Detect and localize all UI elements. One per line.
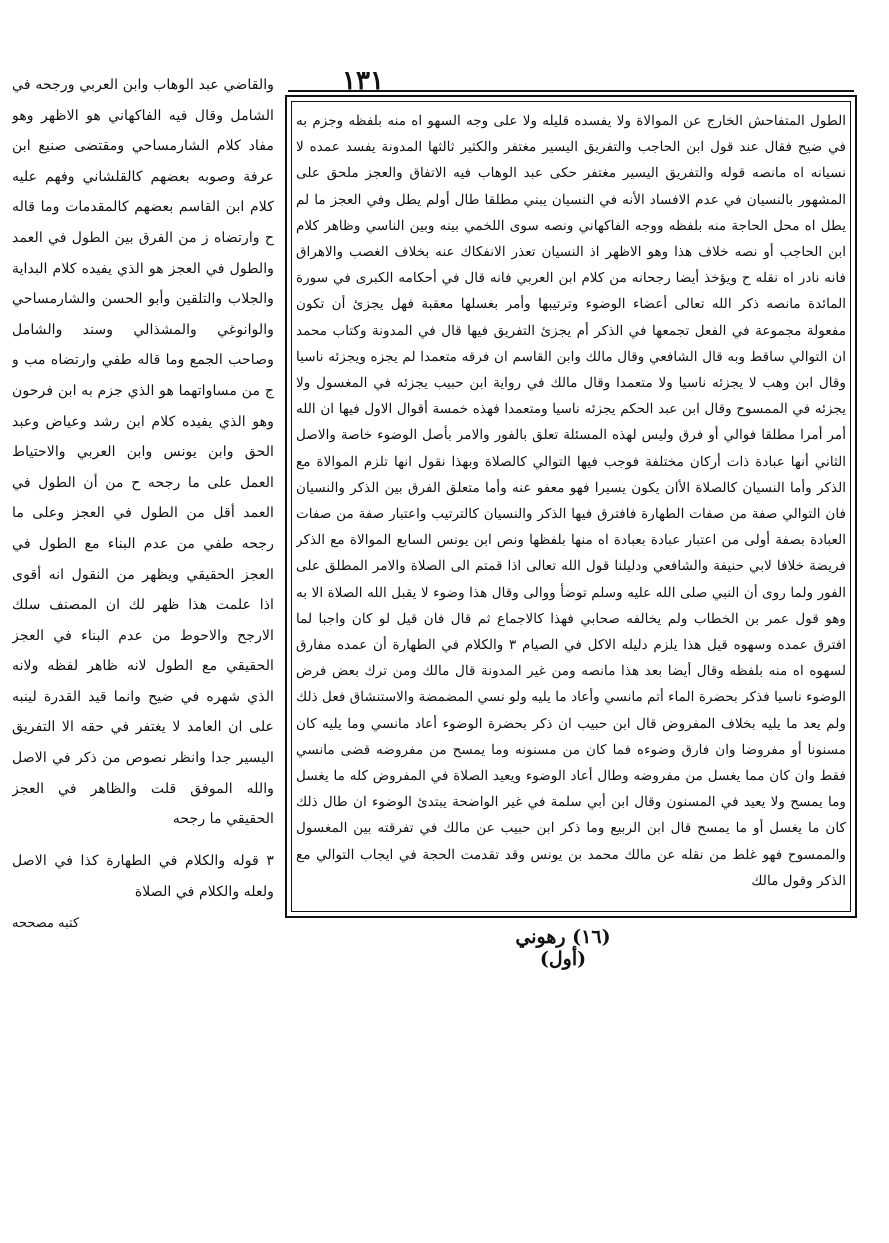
margin-paragraph: والقاضي عبد الوهاب وابن العربي ورجحه في الشامل وقال فيه الفاكهاني هو الاظهر وهو مفاد كلام الشارمساحي ومقتضى صنيع ابن عرفة وصوبه بعضهم كالقلشاني وفهم عليه كلام ابن القاسم بعضهم كالمقدمات وما قاله ح وارتضاه ز من الفرق بين الطول في العمد والطول في العجز هو الذي يفيده كلام البداية والجلاب والتلقين وأبو الحسن والشارمساحي والوانوغي والمشذالي وسند والشامل وصاحب الجمع وما قاله طفي وارتضاه مب و ج من مساواتهما هو الذي جزم به ابن فرحون وهو الذي يفيده كلام ابن رشد وعياض وعبد الحق وابن يونس وابن العربي والاحتياط العمل على ما رجحه ح من أن الطول في العمد أقل من الطول في العجز وعلى ما رجحه طفي من عدم البناء مع الطول في العجز الحقيقي ويظهر من النقول انه أقوى اذا علمت هذا ظهر لك ان المصنف سلك الارجح والاحوط من عدم البناء في العجز الحقيقي مع الطول لانه ظاهر لفظه ولانه الذي شهره في ضيح وانما قيد القدرة لينبه على ان العامد لا يغتفر في حقه الا التفريق اليسير جدا وانظر نصوص من ذكر في الاصل والله الموفق قلت والظاهر في العجز الحقيقي ما رجحه <box>12 77 274 828</box>
page-number: ١٣١ <box>342 66 384 96</box>
main-text-block <box>296 108 846 908</box>
signature-footer: (١٦) رهوني (أول) <box>515 926 611 970</box>
header-rule <box>288 90 854 92</box>
corrector-signature: كتبه مصححه <box>12 916 80 931</box>
margin-footnote <box>12 846 274 956</box>
margin-commentary <box>12 70 274 840</box>
footnote-text: ٣ قوله والكلام في الطهارة كذا في الاصل ولعله والكلام في الصلاة <box>12 853 274 900</box>
main-paragraph: الطول المتفاحش الخارج عن الموالاة ولا يفسده قليله ولا على وجه السهو اه منه بلفظه وجزم به في ضيح فقال عند قول ابن الحاجب والتفريق اليسير مغتفر والكثير ثالثها المدونة يفسد عمده لا نسيانه اه مانصه قوله والتفريق اليسير مغتفر حكى عبد الوهاب فيه الاتفاق والعجز ملحق على المشهور بالنسيان في عدم الافساد الأنه في النسيان يبني مطلقا طال أولم يطل وفي العجز ما لم يطل اه محل الحاجة منه بلفظه ووجه الفاكهاني ونصه سوى اللخمي بينه وبين الناسي وظاهر كلام ابن الحاجب أو نصه خلاف هذا وهو الاظهر اذ النسيان تعذر الانفكاك عنه بخلاف الغصب والاهراق فانه نادر اه نقله ح ويؤخذ أيضا رجحانه من كلام ابن العربي فانه قال في أحكامه الكبرى في سورة المائدة مانصه ذكر الله تعالى أعضاء الوضوء وترتيبها وأمر بغسلها معقبة فهل يجزئ أن تكون مفعولة مجموعة في الفعل تجمعها في الذكر أم يجزئ التفريق فيها قال في المدونة وكتاب محمد ان التوالي ساقط وبه قال الشافعي وقال مالك وابن القاسم ان فرقه متعمدا لم يجزه ويجزئه ناسيا وقال ابن وهب لا يجزئه ناسيا ولا متعمدا وقال مالك في رواية ابن حبيب يجزئه في المغسول ولا يجزئه في الممسوح وقال ابن عبد الحكم يجزئه ناسيا ومتعمدا فهذه خمسة أقوال الاول فيها ان الله أمر أمرا مطلقا فوالي أو فرق وليس لهذه المسئلة تعلق بالفور والامر بأصل الوضوء خاصة والاصل الثاني أنها عبادة ذات أركان مختلفة فوجب فيها التوالي كالصلاة وبهذا نقول انها تلزم الموالاة مع الذكر وأما النسيان كالصلاة الأان يكون يسيرا فهو معفو عنه وأما متعلق الفرق بين الذكر والنسيان فان التوالي صفة من صفات الطهارة فافترق فيها الذكر والنسيان كالترتيب واعتبار صفة من صفات العبادة بصفة أولى من اعتبار عبادة بعبادة اه منها بلفظها ونص ابن يونس السابع الموالاة مع الذكر فريضة خلافا لابي حنيفة والشافعي ودليلنا قول الله تعالى اذا قمتم الى الصلاة والامر المطلق على الفور ولما روى أن النبي صلى الله عليه وسلم توضأ ووالى وقال هذا وضوء لا يقبل الله الصلاة الا به وهو قول عمر بن الخطاب ولم يخالفه صحابي فهذا كالاجماع ثم قال فان قيل لو كان واجبا لما افترق عمده وسهوه قيل هذا يلزم دليله الاكل في الصيام ٣ والكلام في الطهارة أن عمده مفارق لسهوه اه منه بلفظه وقال أيضا بعد هذا مانصه ومن غير المدونة قال مالك ومن ترك بعض فرض الوضوء ناسيا فذكر بحضرة الماء أتم مانسي وأعاد ما يليه ولو نسي المضمضة والاستنشاق فعل ذلك ولم يعد ما يليه بخلاف المفروض قال ابن حبيب ان ذكر بحضرة الوضوء أعاد مانسي وما يليه كان مسنونا أو مفروضا وان فارق وضوءه فما كان من مسنونه وما يمسح من مفروضه قضى مانسي فقط وان كان مما يغسل من مفروضه وطال أعاد الوضوء ويعيد الصلاة في المفروض كله ما يغسل وما يمسح ولا يعيد في المسنون وقال ابن أبي سلمة في غير الواضحة يبتدئ الوضوء ان طال ذلك كان ما يغسل أو ما يمسح قال ابن الربيع وما ذكر ابن حبيب عن مالك في تفرقته بين المغسول والممسوح فهو غلط من نقله عن مالك محمد بن يونس وقد تقدمت الحجة في ايجاب التوالي مع الذكر وقول مالك <box>296 113 846 889</box>
